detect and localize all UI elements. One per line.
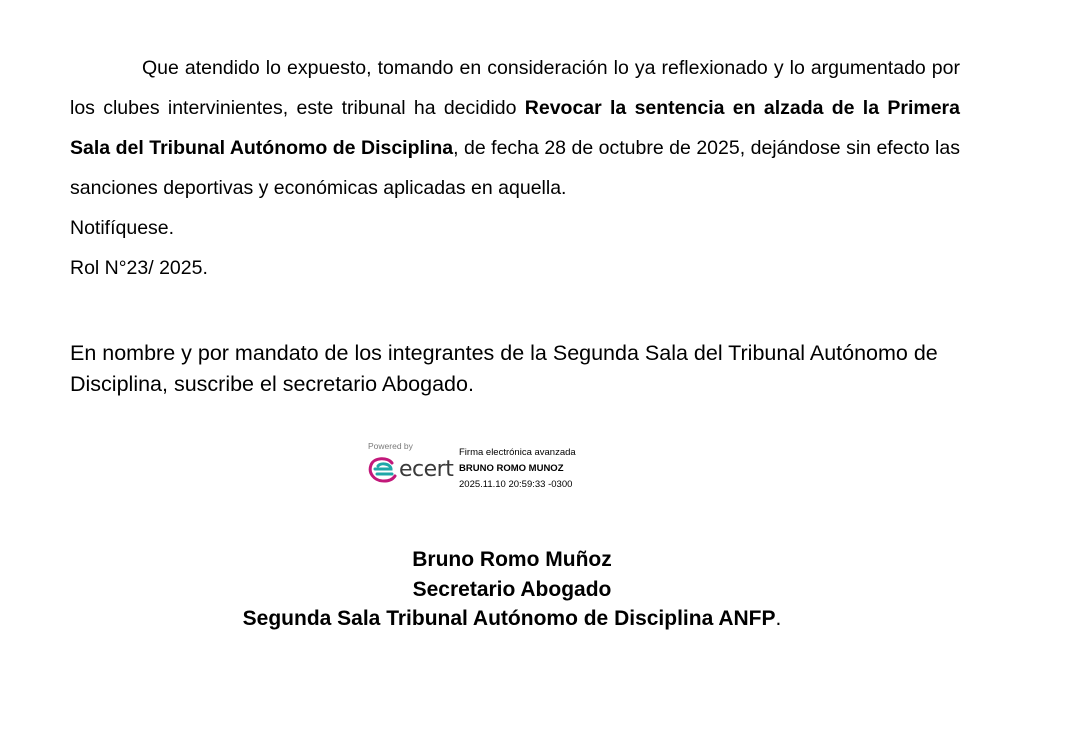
signature-name: BRUNO ROMO MUNOZ [459,463,564,474]
signature-type: Firma electrónica avanzada [459,447,576,458]
ruling-paragraph [70,48,960,208]
ruling-rest: , de fecha 28 de octubre de 2025, dejándose sin efecto las sanciones deportivas y económicas aplicadas en aquella. [70,137,960,199]
signer-organization-line [0,604,1024,634]
ruling-decision: Revocar la sentencia en alzada de la Primera Sala del Tribunal Autónomo de Disciplina [70,97,960,159]
ruling-intro: Que atendido lo expuesto, tomando en consideración lo ya reflexionado y lo argumentado por los clubes intervinientes, este tribunal ha decidido [70,57,960,119]
signature-details [459,445,576,493]
electronic-signature-stamp [366,438,606,494]
signer-block [0,545,1024,634]
ecert-wordmark: ecert [399,457,454,482]
mandate-paragraph: En nombre y por mandato de los integrantes de la Segunda Sala del Tribunal Autónomo de Disciplina, suscribe el secretario Abogado. [70,341,938,396]
signer-title: Secretario Abogado [412,577,612,601]
rol-line: Rol N°23/ 2025. [70,257,208,279]
notify-line: Notifíquese. [70,217,175,239]
signature-timestamp: 2025.11.10 20:59:33 -0300 [459,479,573,490]
ruling-body [70,48,960,288]
signer-organization: Segunda Sala Tribunal Autónomo de Disciplina ANFP [242,607,776,630]
signer-name: Bruno Romo Muñoz [412,548,612,571]
signer-period: . [775,607,782,630]
ecert-logo [366,455,456,485]
ecert-symbol-icon [366,455,400,485]
powered-by-label: Powered by [368,441,413,451]
